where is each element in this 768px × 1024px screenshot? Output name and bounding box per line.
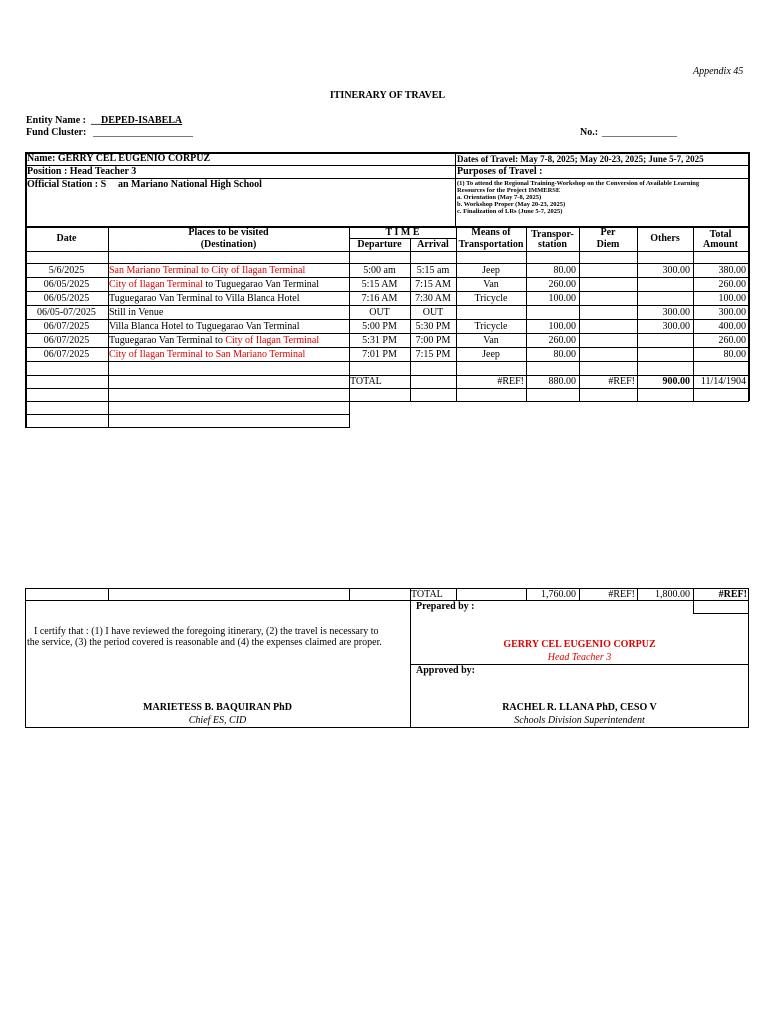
fund-cluster-label: Fund Cluster: — [26, 127, 87, 138]
row-means: Jeep — [482, 265, 500, 276]
row-departure: 5:00 am — [363, 265, 396, 276]
row-destination: Villa Blanca Hotel to Tuguegarao Van Terminal — [109, 321, 300, 332]
grand-total-label: TOTAL — [411, 589, 443, 600]
entity-name-value: DEPED-ISABELA — [101, 115, 183, 126]
row-departure: 5:00 PM — [362, 321, 397, 332]
row-date: 06/05-07/2025 — [37, 307, 96, 318]
row-destination: Tuguegarao Van Terminal to City of Ilagan Terminal — [109, 335, 320, 346]
header-amount: Amount — [702, 239, 738, 250]
row-others: 300.00 — [662, 321, 690, 332]
official-station-label: Official Station : S — [27, 179, 107, 190]
row-arrival: 7:00 PM — [415, 335, 451, 346]
row-arrival: 7:15 PM — [415, 349, 451, 360]
document-title: ITINERARY OF TRAVEL — [329, 90, 446, 101]
row-means: Tricycle — [474, 321, 508, 332]
fund-cluster-line: ____________________ — [93, 127, 193, 138]
number-line: _______________ — [602, 127, 677, 138]
row-means: Tricycle — [474, 293, 508, 304]
row-destination: San Mariano Terminal to City of Ilagan Terminal — [109, 265, 306, 276]
total-amount: 11/14/1904 — [700, 376, 746, 387]
prepared-by-label: Prepared by : — [416, 601, 475, 612]
row-others: 300.00 — [662, 307, 690, 318]
header-arrival: Arrival — [417, 239, 449, 250]
row-others: 300.00 — [662, 265, 690, 276]
total-others: 900.00 — [662, 376, 690, 387]
purpose-line: (1) To attend the Regional Training-Workshop on the Conversion of Available Learning — [457, 180, 700, 187]
row-means: Jeep — [482, 349, 500, 360]
row-date: 06/07/2025 — [43, 321, 90, 332]
approver-title: Schools Division Superintendent — [514, 715, 645, 726]
header-total: Total — [709, 229, 732, 240]
row-total: 100.00 — [718, 293, 746, 304]
entity-name-label: Entity Name : — [26, 115, 86, 126]
number-label: No.: — [580, 127, 599, 138]
purpose-line: c. Finalization of LRs (June 5-7, 2025) — [457, 208, 563, 215]
row-transpo: 100.00 — [548, 293, 576, 304]
header-per: Per — [600, 227, 616, 238]
row-arrival: 7:15 AM — [415, 279, 451, 290]
header-others: Others — [650, 233, 680, 244]
row-total: 400.00 — [718, 321, 746, 332]
row-means: Van — [483, 279, 499, 290]
grand-total-transpo: 1,760.00 — [541, 589, 576, 600]
row-date: 5/6/2025 — [48, 265, 85, 276]
row-departure: OUT — [369, 307, 390, 318]
official-station-value: an Mariano National High School — [118, 179, 262, 190]
total-transpo: 880.00 — [548, 376, 576, 387]
total-means: #REF! — [497, 376, 524, 387]
purpose-line: a. Orientation (May 7-8, 2025) — [457, 194, 542, 201]
row-date: 06/05/2025 — [43, 279, 90, 290]
purpose-line: Resources for the Project IMMERSE — [457, 187, 561, 194]
row-date: 06/05/2025 — [43, 293, 90, 304]
header-transportation: Transportation — [458, 239, 524, 250]
row-transpo: 80.00 — [553, 349, 576, 360]
row-departure: 5:31 PM — [362, 335, 397, 346]
header-station: station — [538, 239, 567, 250]
grand-total-perdiem: #REF! — [608, 589, 635, 600]
appendix-label: Appendix 45 — [693, 66, 744, 77]
row-arrival: OUT — [422, 307, 444, 318]
row-date: 06/07/2025 — [43, 349, 90, 360]
row-destination: City of Ilagan Terminal to San Mariano Terminal — [109, 349, 306, 360]
certifier-name: MARIETESS B. BAQUIRAN PhD — [143, 702, 292, 713]
row-departure: 7:16 AM — [361, 293, 398, 304]
grand-total-others: 1,800.00 — [655, 589, 690, 600]
row-transpo: 260.00 — [548, 335, 576, 346]
row-arrival: 7:30 AM — [415, 293, 451, 304]
header-destination: (Destination) — [200, 239, 257, 250]
row-total: 300.00 — [718, 307, 746, 318]
prepared-by-title: Head Teacher 3 — [547, 652, 612, 663]
row-total: 380.00 — [718, 265, 746, 276]
purposes-label: Purposes of Travel : — [457, 166, 543, 177]
row-arrival: 5:15 am — [416, 265, 450, 276]
header-means: Means of — [471, 227, 511, 238]
header-date: Date — [56, 233, 77, 244]
header-departure: Departure — [357, 239, 402, 250]
purposes-list — [457, 180, 699, 215]
dates-of-travel: Dates of Travel: May 7-8, 2025; May 20-23, 2025; June 5-7, 2025 — [457, 154, 704, 164]
traveler-name: Name: GERRY CEL EUGENIO CORPUZ — [27, 153, 211, 164]
row-transpo: 260.00 — [548, 279, 576, 290]
header-diem: Diem — [596, 239, 620, 250]
row-destination: City of Ilagan Terminal to Tuguegarao Van Terminal — [109, 279, 319, 290]
header-places: Places to be visited — [188, 227, 269, 238]
row-departure: 5:15 AM — [361, 279, 398, 290]
row-total: 260.00 — [718, 279, 746, 290]
grand-total-amount: #REF! — [718, 589, 747, 600]
row-transpo: 100.00 — [548, 321, 576, 332]
row-destination: Tuguegarao Van Terminal to Villa Blanca Hotel — [109, 293, 300, 304]
certifier-title: Chief ES, CID — [188, 715, 247, 726]
approved-by-label: Approved by: — [416, 665, 475, 676]
prepared-by-name: GERRY CEL EUGENIO CORPUZ — [503, 639, 656, 650]
total-label: TOTAL — [350, 376, 382, 387]
entity-name-prefix: __ — [91, 115, 101, 126]
row-departure: 7:01 PM — [362, 349, 397, 360]
row-transpo: 80.00 — [553, 265, 576, 276]
header-transpo: Transpor- — [531, 229, 574, 240]
row-total: 260.00 — [718, 335, 746, 346]
row-arrival: 5:30 PM — [415, 321, 451, 332]
traveler-position: Position : Head Teacher 3 — [27, 166, 137, 177]
certify-line-1: I certify that : (1) I have reviewed the foregoing itinerary, (2) the travel is necessary to — [34, 626, 379, 637]
approver-name: RACHEL R. LLANA PhD, CESO V — [502, 702, 657, 713]
row-total: 80.00 — [723, 349, 746, 360]
total-perdiem: #REF! — [608, 376, 635, 387]
row-destination: Still in Venue — [109, 307, 164, 318]
row-date: 06/07/2025 — [43, 335, 90, 346]
purpose-line: b. Workshop Proper (May 20-23, 2025) — [457, 201, 566, 208]
row-means: Van — [483, 335, 499, 346]
header-time: T I M E — [385, 227, 420, 238]
certify-line-2: the service, (3) the period covered is reasonable and (4) the expenses claimed are proper. — [27, 637, 382, 648]
